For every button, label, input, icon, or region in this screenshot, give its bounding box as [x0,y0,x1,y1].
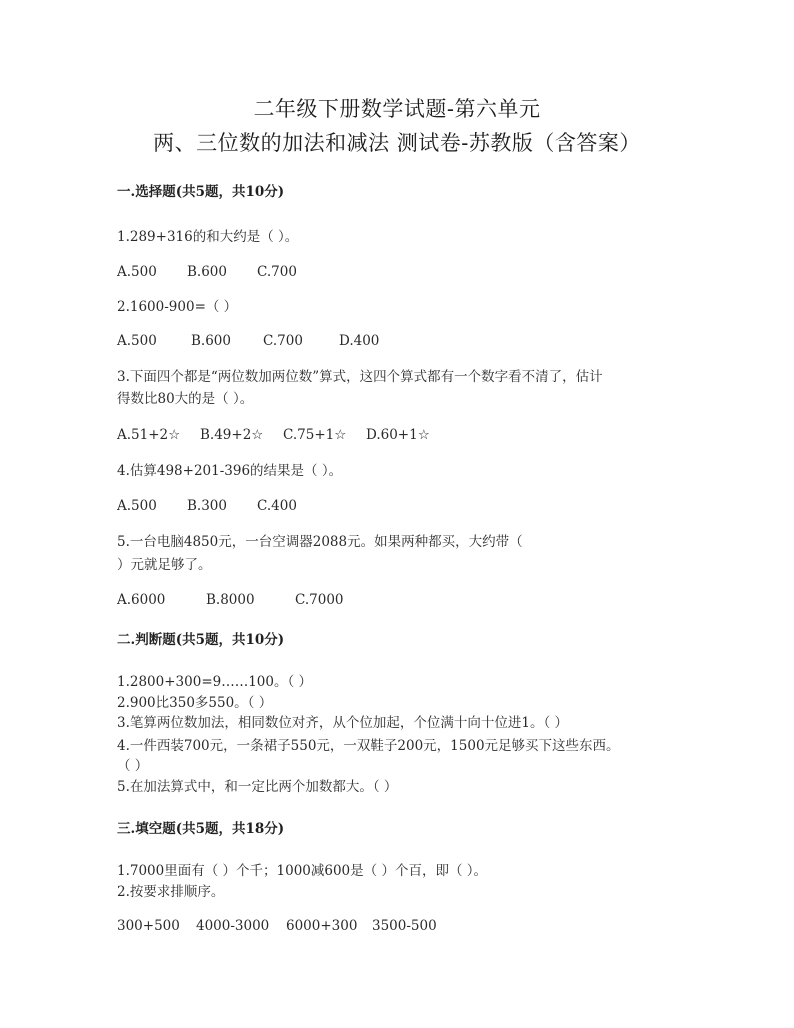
judgement-item: 1.2800+300=9……100。（ ） [117,674,313,690]
question-text-continued: ）元就足够了。 [117,557,212,573]
option: B.300 [187,498,227,514]
question-text: 1.289+316的和大约是（ ）。 [117,229,299,245]
judgement-item: 3.笔算两位数加法，相同数位对齐，从个位加起，个位满十向十位进1。（ ） [117,715,569,731]
option: D.60+1☆ [366,427,430,443]
title-line-2: 两、三位数的加法和减法 测试卷-苏教版（含答案） [153,131,641,155]
option: B.600 [187,264,227,280]
fill-question: 2.按要求排顺序。 [117,884,225,900]
judgement-item: 5.在加法算式中，和一定比两个加数都大。（ ） [117,779,398,795]
option: B.8000 [206,592,255,608]
judgement-item: 4.一件西装700元，一条裙子550元，一双鞋子200元，1500元足够买下这些东西。 [117,738,620,754]
section-heading-fill-blank: 三.填空题(共5题，共18分) [117,821,285,837]
option: A.500 [117,498,157,514]
expression: 3500-500 [372,918,437,934]
question-text: 3.下面四个都是“两位数加两位数”算式，这四个算式都有一个数字看不清了，估计 [117,369,603,385]
option: A.6000 [117,592,166,608]
option: C.75+1☆ [283,427,347,443]
judgement-item-continued: （ ） [117,758,149,774]
question-text: 5.一台电脑4850元，一台空调器2088元。如果两种都买，大约带（ [117,534,523,550]
option: D.400 [339,333,380,349]
section-heading-choice: 一.选择题(共5题，共10分) [117,184,285,200]
title-line-1: 二年级下册数学试题-第六单元 [253,97,541,121]
answer-options [117,495,297,514]
question-text: 4.估算498+201-396的结果是（ ）。 [117,463,343,479]
option: B.49+2☆ [200,427,264,443]
option: A.500 [117,333,157,349]
question-text-continued: 得数比80大的是（ ）。 [117,391,254,407]
answer-options [117,424,430,443]
option: C.700 [257,264,297,280]
expression-list [117,915,437,934]
option: A.500 [117,264,157,280]
section-heading-judgement: 二.判断题(共5题，共10分) [117,632,285,648]
fill-question: 1.7000里面有（ ）个千；1000减600是（ ）个百，即（ ）。 [117,863,487,879]
option: C.7000 [295,592,344,608]
question-text: 2.1600-900=（ ） [117,299,238,315]
expression: 300+500 [117,918,180,934]
expression: 4000-3000 [196,918,270,934]
answer-options [117,589,344,608]
option: C.400 [257,498,297,514]
option: C.700 [263,333,303,349]
document-title [0,92,794,160]
option: B.600 [191,333,231,349]
option: A.51+2☆ [117,427,181,443]
judgement-item: 2.900比350多550。（ ） [117,695,273,711]
answer-options [117,261,297,280]
expression: 6000+300 [286,918,358,934]
answer-options [117,330,379,349]
